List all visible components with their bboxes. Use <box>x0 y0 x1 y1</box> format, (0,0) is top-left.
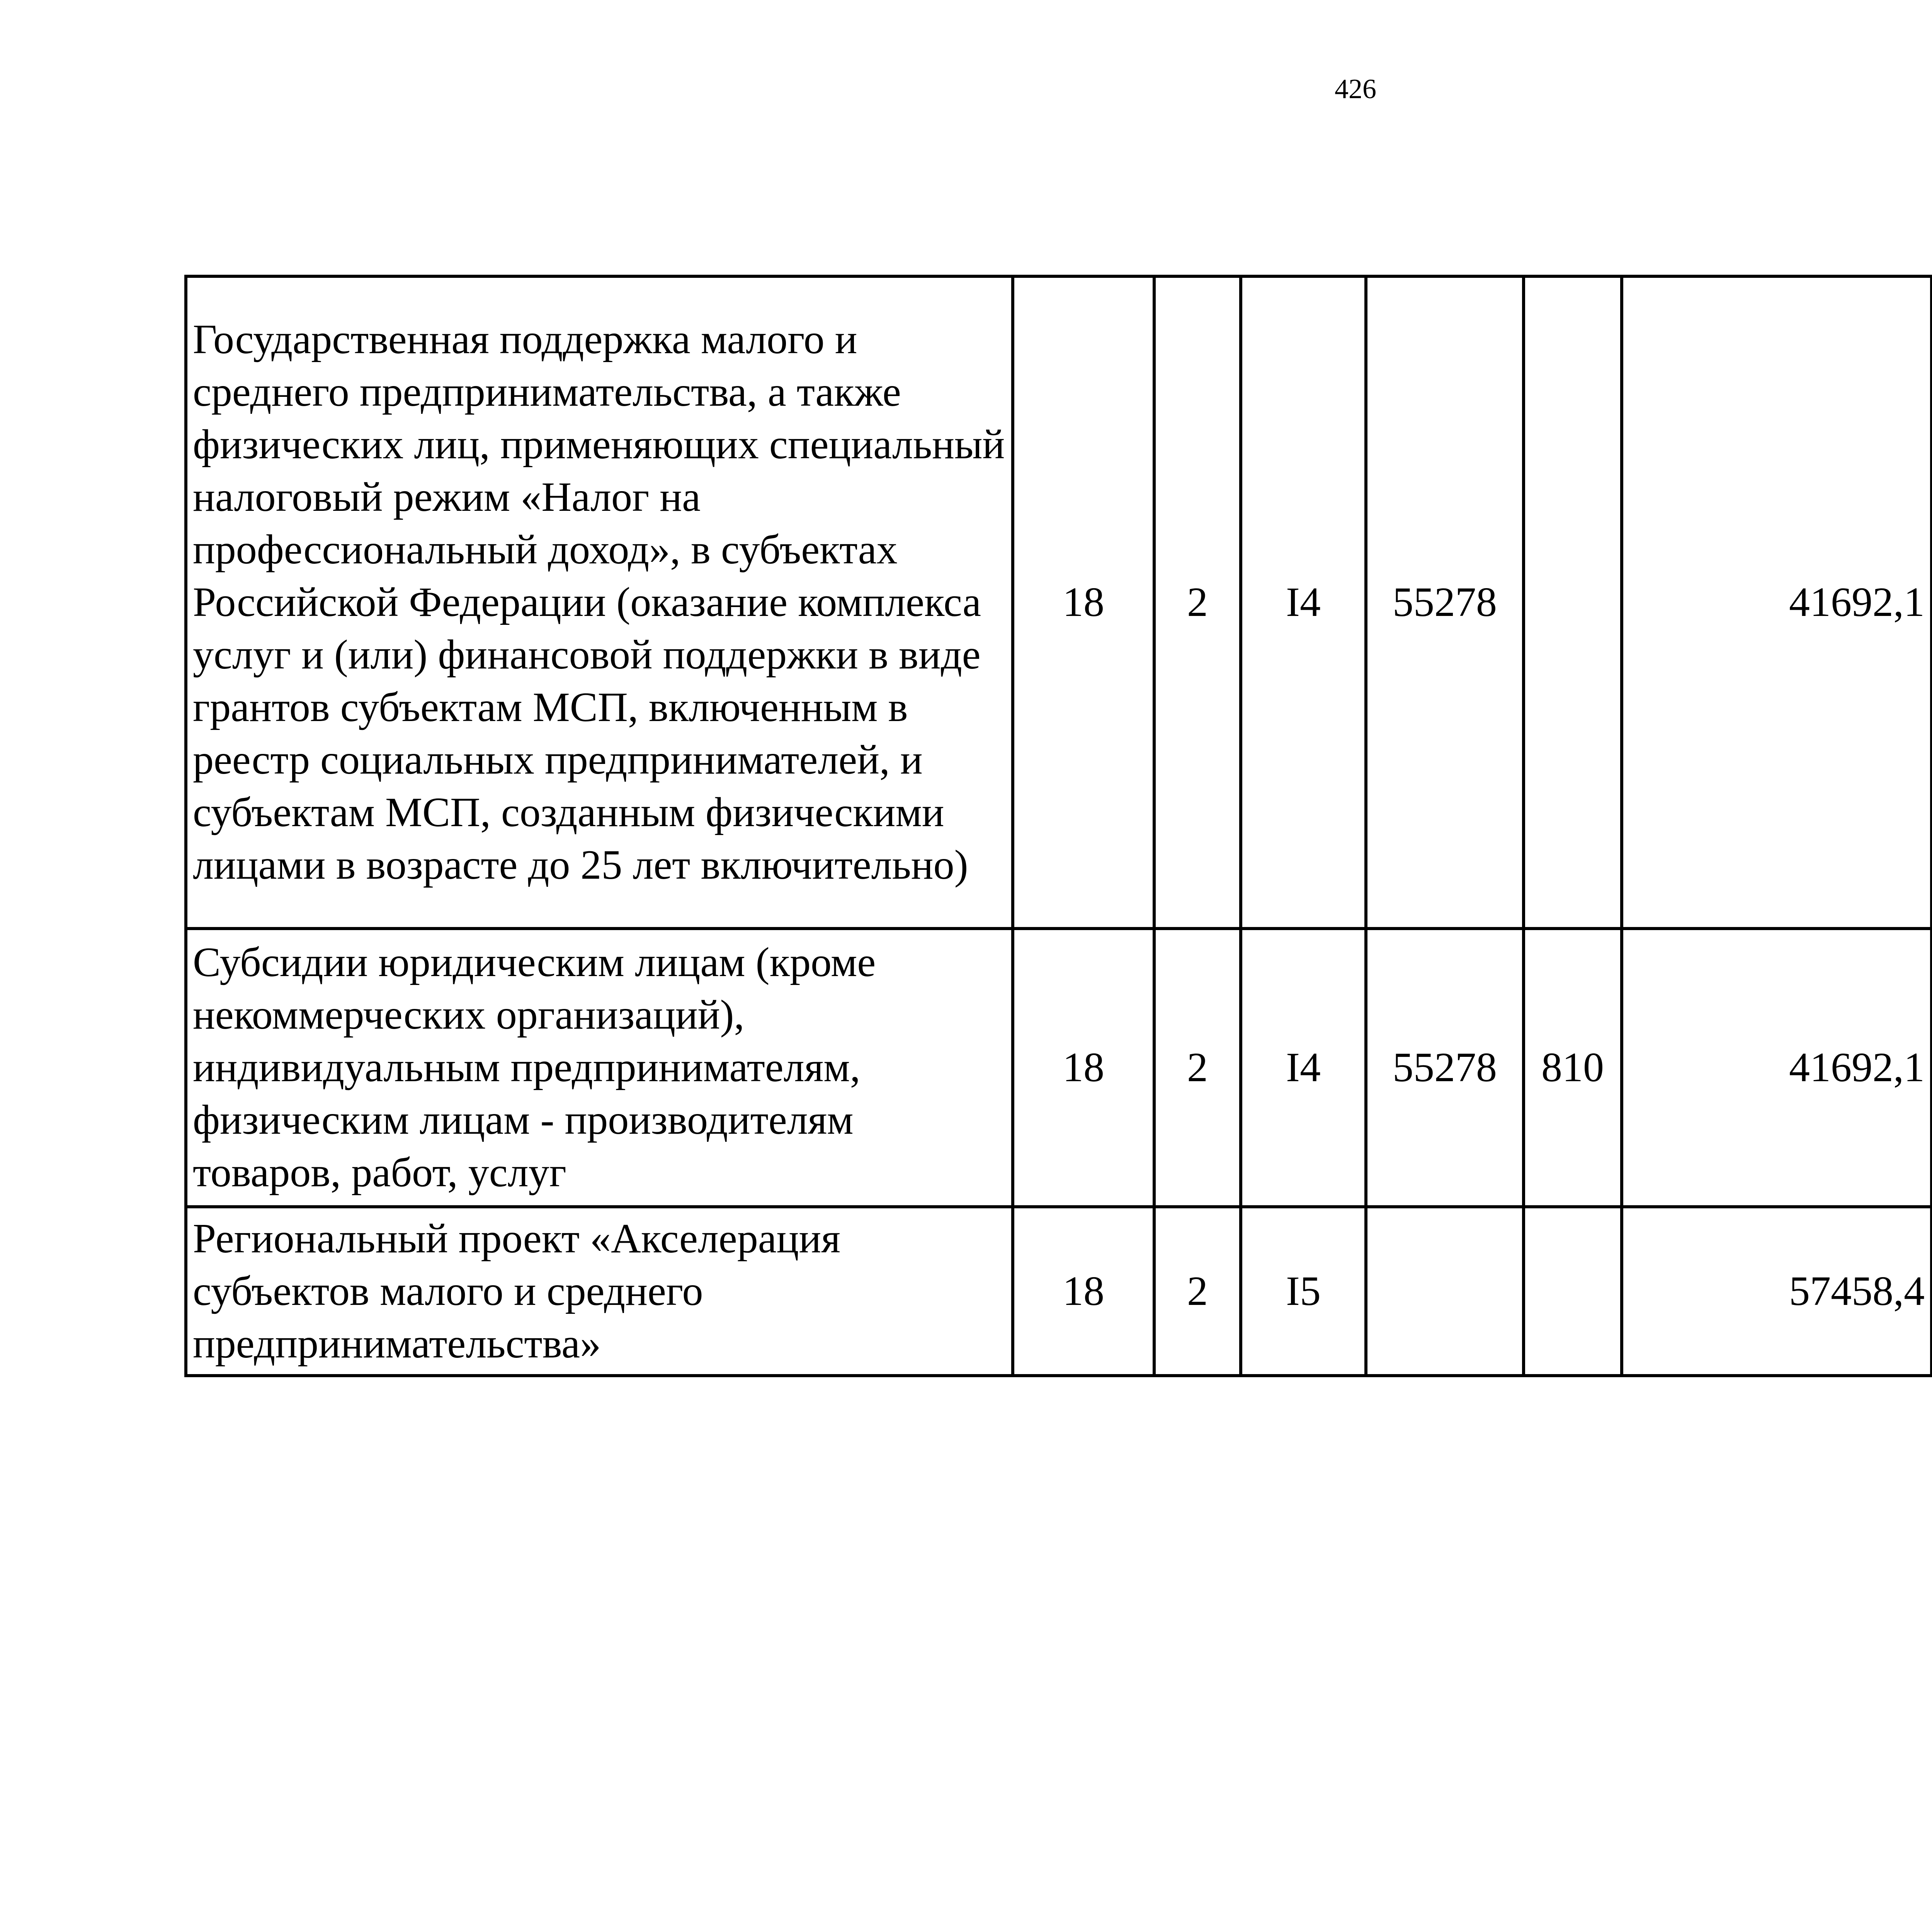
chapter-code-cell: 18 <box>1013 929 1154 1207</box>
chapter-code-cell: 18 <box>1013 1207 1154 1376</box>
direction-code-cell: 55278 <box>1366 276 1524 929</box>
expense-type-cell <box>1524 276 1622 929</box>
table-row <box>186 1207 1932 1376</box>
chapter-code-cell: 18 <box>1013 276 1154 929</box>
row-name-cell: Региональный проект «Акселерация субъектов малого и среднего предпринимательства» <box>186 1207 1013 1376</box>
project-code-cell: I5 <box>1241 1207 1366 1376</box>
amount-year1-cell: 41692,1 <box>1622 929 1932 1207</box>
amount-year1-cell: 57458,4 <box>1622 1207 1932 1376</box>
expense-type-cell <box>1524 1207 1622 1376</box>
row-name-cell: Государственная поддержка малого и среднего предпринимательства, а также физических лиц, применяющих специальный налоговый режим «Налог на профессиональный доход», в субъектах Российской Федерации (оказание комплекса услуг и (или) финансовой поддержки в виде грантов субъектам МСП, включенным в реестр социальных предпринимателей, и субъектам МСП, созданным физическими лицами в возрасте до 25 лет включительно) <box>186 276 1013 929</box>
row-name-cell: Субсидии юридическим лицам (кроме некоммерческих организаций), индивидуальным предпринимателям, физическим лицам - производителям товаров, работ, услуг <box>186 929 1013 1207</box>
budget-table <box>184 275 1932 1377</box>
amount-year1-cell: 41692,1 <box>1622 276 1932 929</box>
expense-type-cell: 810 <box>1524 929 1622 1207</box>
direction-code-cell: 55278 <box>1366 929 1524 1207</box>
table-row <box>186 929 1932 1207</box>
page-number: 426 <box>1335 73 1376 104</box>
program-code-cell: 2 <box>1154 929 1241 1207</box>
project-code-cell: I4 <box>1241 929 1366 1207</box>
table-row <box>186 276 1932 929</box>
project-code-cell: I4 <box>1241 276 1366 929</box>
direction-code-cell <box>1366 1207 1524 1376</box>
program-code-cell: 2 <box>1154 276 1241 929</box>
program-code-cell: 2 <box>1154 1207 1241 1376</box>
